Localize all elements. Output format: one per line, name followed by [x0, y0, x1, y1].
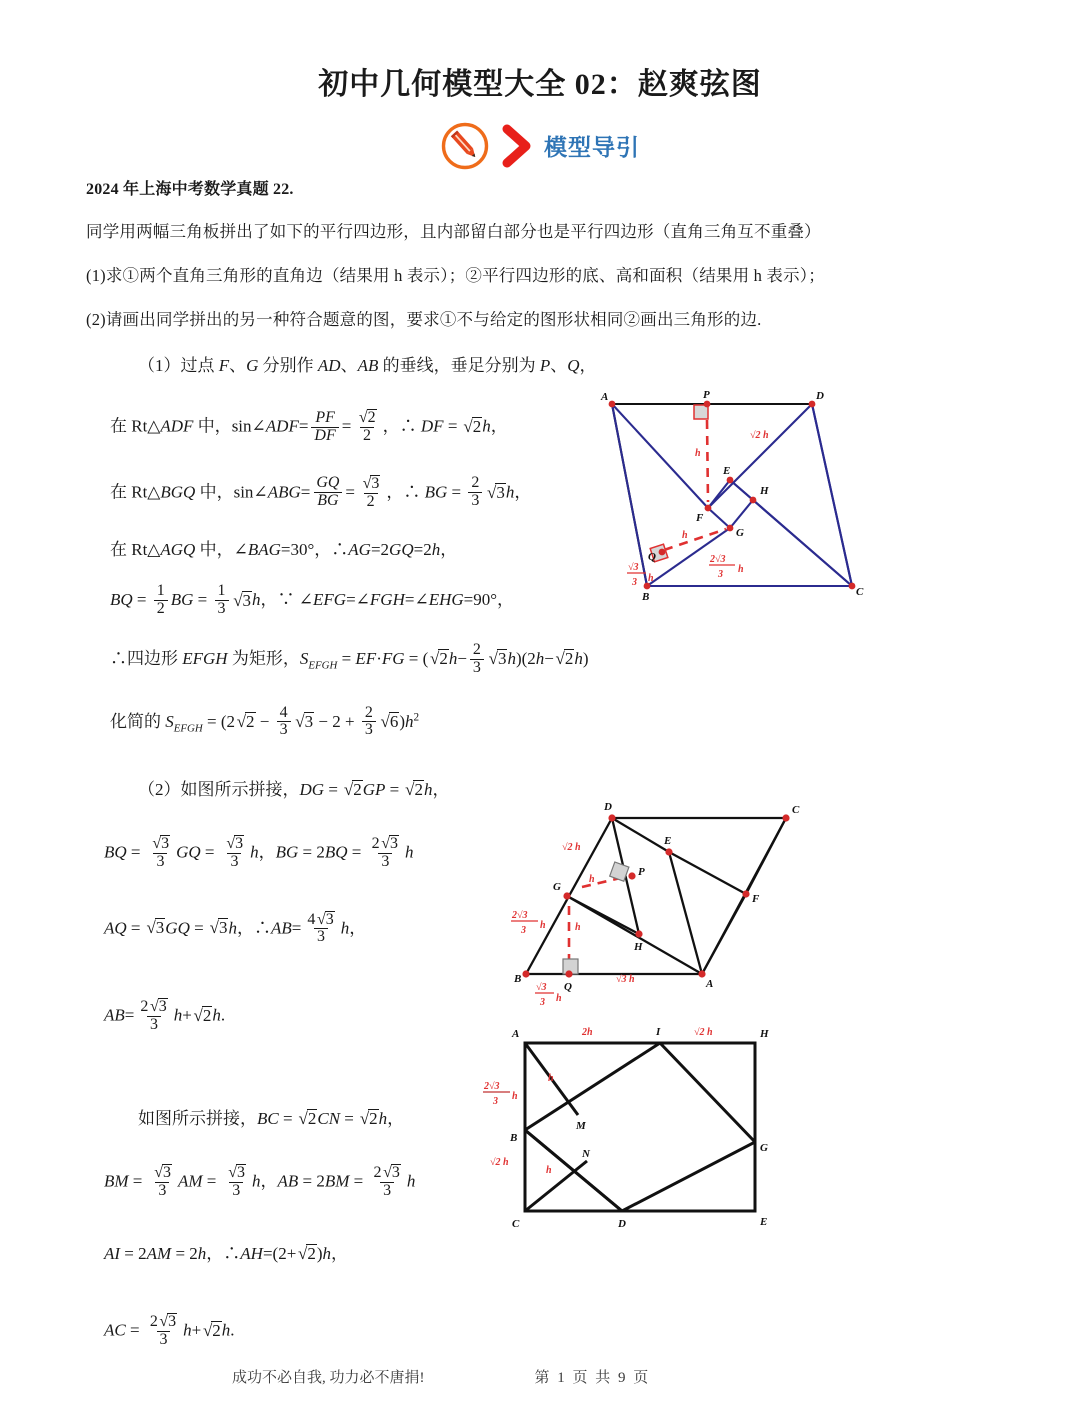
- figure3-label-G: G: [760, 1141, 768, 1154]
- figure3-measure-sqrt2h-left: √2 h: [490, 1156, 509, 1168]
- footer-page-total: 9: [618, 1370, 628, 1386]
- chevron-right-icon: [500, 124, 534, 168]
- svg-text:h: h: [556, 993, 562, 1005]
- figure-3-rectangle: [470, 1015, 830, 1251]
- figure3-label-I: I: [656, 1025, 661, 1038]
- figure3-label-N: N: [582, 1147, 590, 1160]
- svg-text:h: h: [648, 573, 654, 585]
- figure3-label-A: A: [512, 1027, 520, 1040]
- figure2-label-G: G: [553, 881, 561, 894]
- solution1-line-3: 在 Rt△AGQ 中，∠BAG=30°，∴AG=2GQ=2h，: [110, 540, 458, 560]
- svg-text:2√3: 2√3: [512, 910, 528, 922]
- footer-page-unit: 页: [572, 1370, 590, 1386]
- figure1-measure-h-top: h: [695, 448, 701, 460]
- figure2-label-Q: Q: [564, 981, 572, 994]
- solution-block-3: [86, 1025, 994, 1370]
- figure2-label-F: F: [752, 893, 760, 906]
- solution2-line-3: AB= $\frac{2√3}{3}$ h+√2h.: [104, 998, 226, 1034]
- footer-motto: 成功不必自我, 功力必不唐捐!: [232, 1370, 425, 1386]
- solution1-intro: （1）过点 F、G 分别作 AD、AB 的垂线，垂足分别为 P、Q，: [138, 356, 597, 376]
- page-title: 初中几何模型大全 02：赵爽弦图: [318, 68, 762, 101]
- svg-text:3: 3: [493, 1095, 498, 1107]
- figure3-label-H: H: [760, 1027, 769, 1040]
- svg-text:h: h: [540, 920, 546, 932]
- figure2-measure-sqrt3-over-3-h: [535, 982, 562, 1008]
- problem-line-1: 同学用两幅三角板拼出了如下的平行四边形，且内部留白部分也是平行四边形（直角三角互不重叠）: [86, 221, 821, 241]
- figure2-measure-sqrt2h: √2 h: [562, 842, 581, 854]
- svg-text:h: h: [738, 564, 744, 576]
- footer-page-indicator: [535, 1366, 651, 1387]
- solution3-line-2: AI = 2AM = 2h，∴AH=(2+√2)h，: [104, 1244, 348, 1264]
- figure1-label-H: H: [760, 485, 769, 498]
- solution3-line-3: AC = $\frac{2√3}{3}$ h+√2h.: [104, 1313, 235, 1349]
- problem-line-2: (1)求①两个直角三角形的直角边（结果用 h 表示）；②平行四边形的底、高和面积（结果用 h 表示）；: [86, 265, 825, 285]
- problem-line-3: (2)请画出同学拼出的另一种符合题意的图，要求①不与给定的图形状相同②画出三角形的边.: [86, 310, 762, 330]
- figure3-measure-h-lower: h: [546, 1164, 552, 1176]
- figure2-label-E: E: [664, 835, 672, 848]
- banner-label: 模型导引: [544, 134, 640, 160]
- solution2-intro: （2）如图所示拼接，DG = √2GP = √2h，: [138, 780, 450, 800]
- figure3-label-M: M: [576, 1119, 586, 1132]
- page-footer: [0, 1366, 1080, 1387]
- solution2-line-2: AQ = √3GQ = √3h，∴AB= $\frac{4√3}{3}$ h，: [104, 910, 367, 946]
- figure1-label-G: G: [736, 527, 744, 540]
- figure1-label-P: P: [703, 390, 710, 402]
- footer-total-unit: 页: [633, 1370, 651, 1386]
- svg-text:2√3: 2√3: [484, 1080, 500, 1092]
- figure1-measure-sqrt2h: √2 h: [750, 430, 769, 442]
- svg-text:√3: √3: [628, 562, 639, 574]
- solution-block-2: [86, 780, 994, 1055]
- svg-text:3: 3: [521, 925, 526, 937]
- pencil-badge-icon: [440, 121, 490, 171]
- footer-total-prefix: 共: [595, 1370, 613, 1386]
- svg-text:√3: √3: [536, 982, 547, 994]
- figure2-measure-sqrt3h: √3 h: [616, 974, 635, 986]
- figure3-measure-h-upper: h: [548, 1072, 554, 1084]
- section-banner: [0, 120, 1080, 172]
- footer-page-current: 1: [557, 1370, 567, 1386]
- figure2-measure-2sqrt3-over-3-h: [511, 910, 546, 936]
- figure3-label-E: E: [760, 1215, 768, 1228]
- solution1-line-4: BQ = $\frac{1}{2}$ BG = $\frac{1}{3}$ √3h，∵ ∠EFG=∠FGH=∠EHG=90°，: [110, 582, 515, 618]
- figure1-label-D: D: [816, 390, 824, 403]
- figure2-measure-h-upper: h: [589, 874, 595, 886]
- figure2-measure-h-lower: h: [575, 922, 581, 934]
- figure3-label-D: D: [618, 1217, 626, 1230]
- figure3-measure-2sqrt3-over-3-h: [483, 1081, 518, 1107]
- svg-text:2√3: 2√3: [710, 554, 726, 566]
- figure1-label-C: C: [856, 586, 864, 599]
- figure1-measure-h-left: h: [682, 530, 688, 542]
- solution-block-1: [86, 357, 994, 740]
- figure1-measure-2sqrt3-over-3-h: [709, 554, 744, 580]
- figure2-label-B: B: [514, 973, 522, 986]
- figure1-label-B: B: [642, 591, 650, 604]
- figure2-label-D: D: [604, 801, 612, 814]
- footer-page-prefix: 第: [534, 1370, 552, 1386]
- figure2-label-H: H: [634, 941, 643, 954]
- figure2-label-P: P: [638, 866, 645, 879]
- figure3-measure-sqrt2h-top: √2 h: [694, 1026, 713, 1038]
- figure1-label-Q: Q: [648, 551, 656, 564]
- solution1-line-2: 在 Rt△BGQ 中，sin∠ABG= $\frac{GQ}{BG}$ = $\frac{√3}{2}$ ，∴ BG = $\frac{2}{3}$ √3h，: [110, 474, 532, 510]
- figure3-label-B: B: [510, 1131, 518, 1144]
- figure-1-parallelogram: [590, 390, 890, 612]
- figure3-measure-2h: 2h: [582, 1026, 593, 1038]
- figure1-label-F: F: [696, 512, 704, 525]
- source-line: 2024 年上海中考数学真题 22.: [86, 180, 294, 198]
- figure2-label-A: A: [706, 978, 714, 991]
- figure1-label-A: A: [601, 391, 609, 404]
- figure1-label-E: E: [723, 465, 731, 478]
- svg-text:3: 3: [540, 997, 545, 1009]
- solution1-line-1: 在 Rt△ADF 中，sin∠ADF= $\frac{PF}{DF}$ = $\frac{√2}{2}$ ，∴ DF = √2h，: [110, 408, 508, 445]
- solution2-line-1: BQ = $\frac{√3}{3}$ GQ = $\frac{√3}{3}$ h，BG = 2BQ = $\frac{2√3}{3}$ h: [104, 835, 414, 870]
- figure-2-parallelogram: [474, 784, 854, 1020]
- solution1-line-5: ∴四边形 EFGH 为矩形，$S_{EFGH} = EF\cdot FG = (√2h-$ $\frac{2}{3}$ √3h)(2h−√2h): [110, 640, 589, 676]
- solution3-intro: 如图所示拼接，BC = √2CN = √2h，: [138, 1108, 405, 1128]
- solution1-line-6: 化简的 $S_{EFGH} = (2√2$ − $\frac{4}{3}$ √3 − 2 + $\frac{2}{3}$ $√6)h^2$: [110, 703, 420, 739]
- document-content: [0, 176, 1080, 1370]
- svg-text:3: 3: [718, 569, 723, 581]
- svg-text:h: h: [512, 1090, 518, 1102]
- svg-text:3: 3: [632, 577, 637, 589]
- figure2-label-C: C: [792, 804, 800, 817]
- figure3-label-C: C: [512, 1217, 520, 1230]
- solution3-line-1: BM = $\frac{√3}{3}$ AM = $\frac{√3}{3}$ h，AB = 2BM = $\frac{2√3}{3}$ h: [104, 1163, 416, 1199]
